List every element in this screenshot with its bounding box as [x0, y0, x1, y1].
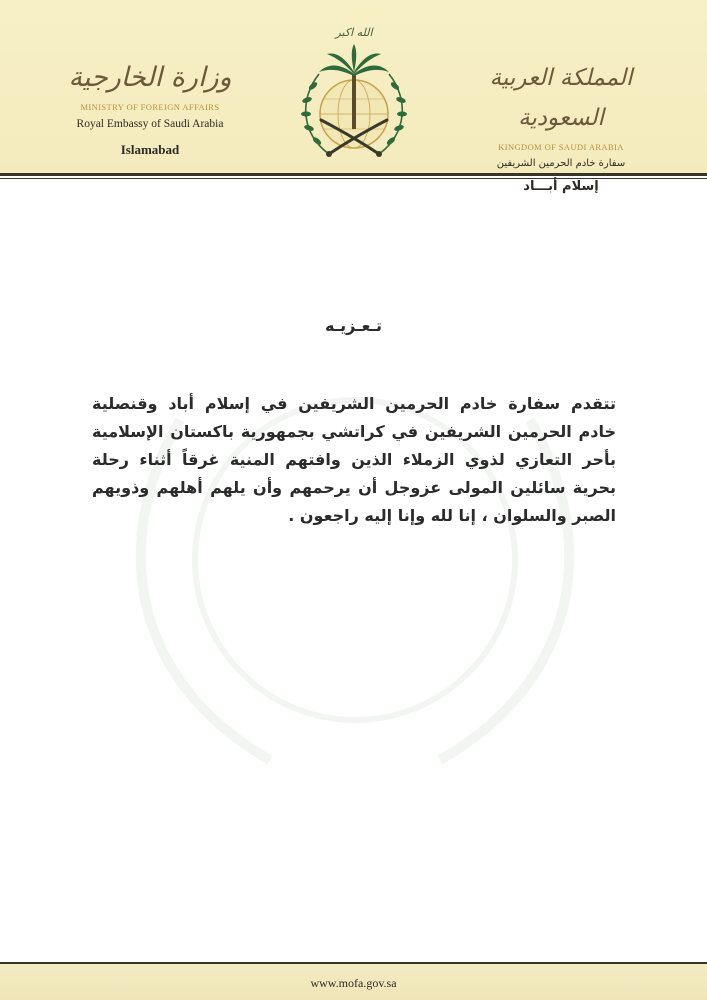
- saudi-emblem-icon: [289, 14, 419, 169]
- letter-title: تـعـزيـه: [324, 316, 383, 335]
- emblem-calligraphy: الله اكبر: [335, 26, 373, 39]
- ministry-arabic-title: وزارة الخارجية: [68, 62, 232, 93]
- watermark-emblem-icon: [70, 300, 640, 800]
- footer-url: www.mofa.gov.sa: [310, 976, 397, 990]
- embassy-arabic: سفارة خادم الحرمين الشريفين: [496, 158, 626, 169]
- kingdom-english-title: KINGDOM OF SAUDI ARABIA: [498, 142, 624, 152]
- city-english: Islamabad: [120, 142, 180, 157]
- embassy-english: Royal Embassy of Saudi Arabia: [76, 118, 224, 130]
- ministry-block: [60, 58, 240, 158]
- letter-body: تتقدم سفارة خادم الحرمين الشريفين في إسلام أباد وقنصلية خادم الحرمين الشريفين في كراتشي بجمهورية باكستان الإسلامية بأحر التعازي لذوي الزملاء الذين وافتهم المنية غرقاً أثناء رحلة بحرية سائلين المولى عزوجل أن يرحمهم وأن يلهم أهلهم وذويهم الصبر والسلوان ، إنا لله وإنا إليه راجعون .: [92, 394, 616, 525]
- kingdom-arabic-title: المملكة العربية السعودية: [489, 65, 633, 131]
- city-arabic: إسلام أبـــاد: [523, 179, 599, 194]
- kingdom-block: [466, 58, 656, 194]
- ministry-english-title: MINISTRY OF FOREIGN AFFAIRS: [80, 102, 220, 112]
